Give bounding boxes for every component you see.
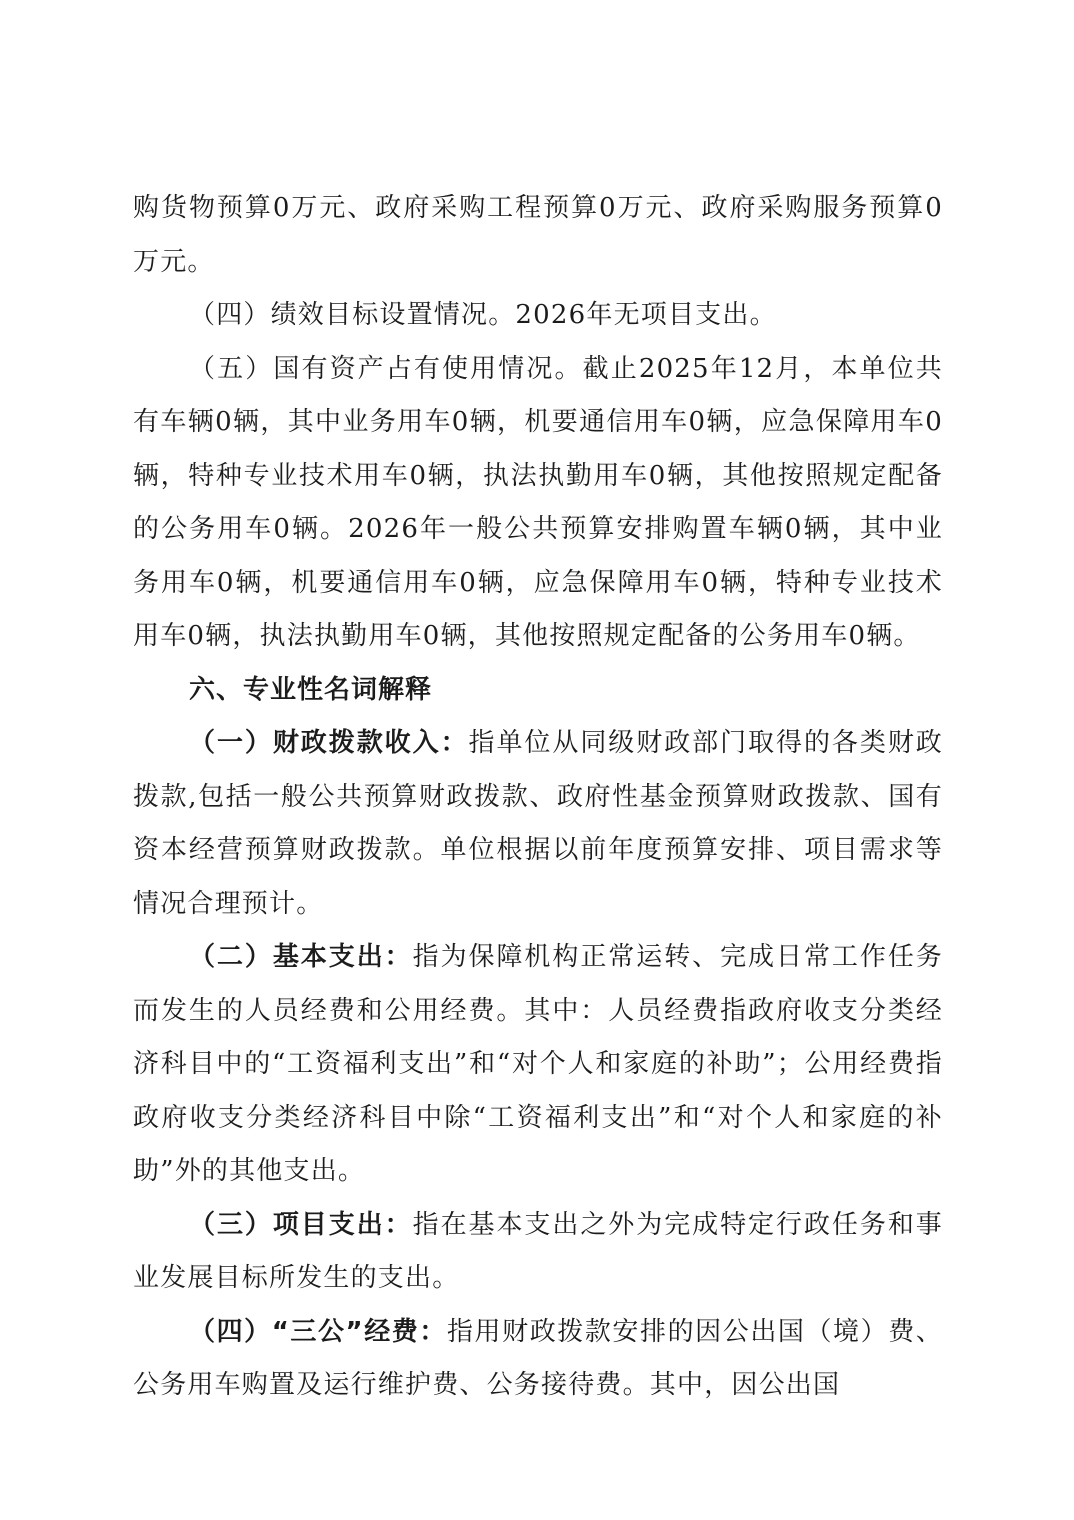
paragraph-text: 购货物预算0万元、政府采购工程预算0万元、政府采购服务预算0万元。 <box>133 193 943 277</box>
paragraph-state-assets <box>133 343 943 664</box>
definition-three-public-expenses <box>133 1306 943 1413</box>
definition-term: （二）基本支出： <box>189 942 413 972</box>
definition-fiscal-appropriation-income <box>133 717 943 931</box>
paragraph-performance-goals <box>133 289 943 343</box>
paragraph-text: 2026年无项目支出。 <box>515 300 777 330</box>
definition-term: （一）财政拨款收入： <box>189 728 469 758</box>
definition-basic-expenditure <box>133 931 943 1199</box>
section-heading: 六、专业性名词解释 <box>189 674 433 705</box>
definition-text: 指为保障机构正常运转、完成日常工作任务而发生的人员经费和公用经费。其中：人员经费指政府收支分类经济科目中的“工资福利支出”和“对个人和家庭的补助”；公用经费指政府收支分类经济科目中除“工资福利支出”和“对个人和家庭的补助”外的其他支出。 <box>133 942 943 1186</box>
definition-term: （四）“三公”经费： <box>189 1316 447 1347</box>
paragraph-text: 截止2025年12月，本单位共有车辆0辆，其中业务用车0辆，机要通信用车0辆，应急保障用车0辆，特种专业技术用车0辆，执法执勤用车0辆，其他按照规定配备的公务用车0辆。2026年一般公共预算安排购置车辆0辆，其中业务用车0辆，机要通信用车0辆，应急保障用车0辆，特种专业技术用车0辆，执法执勤用车0辆，其他按照规定配备的公务用车0辆。 <box>133 353 943 651</box>
paragraph-procurement-continuation <box>133 182 943 289</box>
definition-text: 指在基本支出之外为完成特定行政任务和事业发展目标所发生的支出。 <box>133 1209 943 1293</box>
document-page <box>133 182 943 1413</box>
paragraph-lead: （五）国有资产占有使用情况。 <box>189 353 583 384</box>
definition-project-expenditure <box>133 1199 943 1306</box>
definition-text: 指单位从同级财政部门取得的各类财政拨款,包括一般公共预算财政拨款、政府性基金预算财政拨款、国有资本经营预算财政拨款。单位根据以前年度预算安排、项目需求等情况合理预计。 <box>133 728 943 919</box>
definition-text: 指用财政拨款安排的因公出国（境）费、公务用车购置及运行维护费、公务接待费。其中，因公出国 <box>133 1316 943 1400</box>
definition-term: （三）项目支出： <box>189 1209 413 1240</box>
paragraph-lead: （四）绩效目标设置情况。 <box>189 300 516 330</box>
